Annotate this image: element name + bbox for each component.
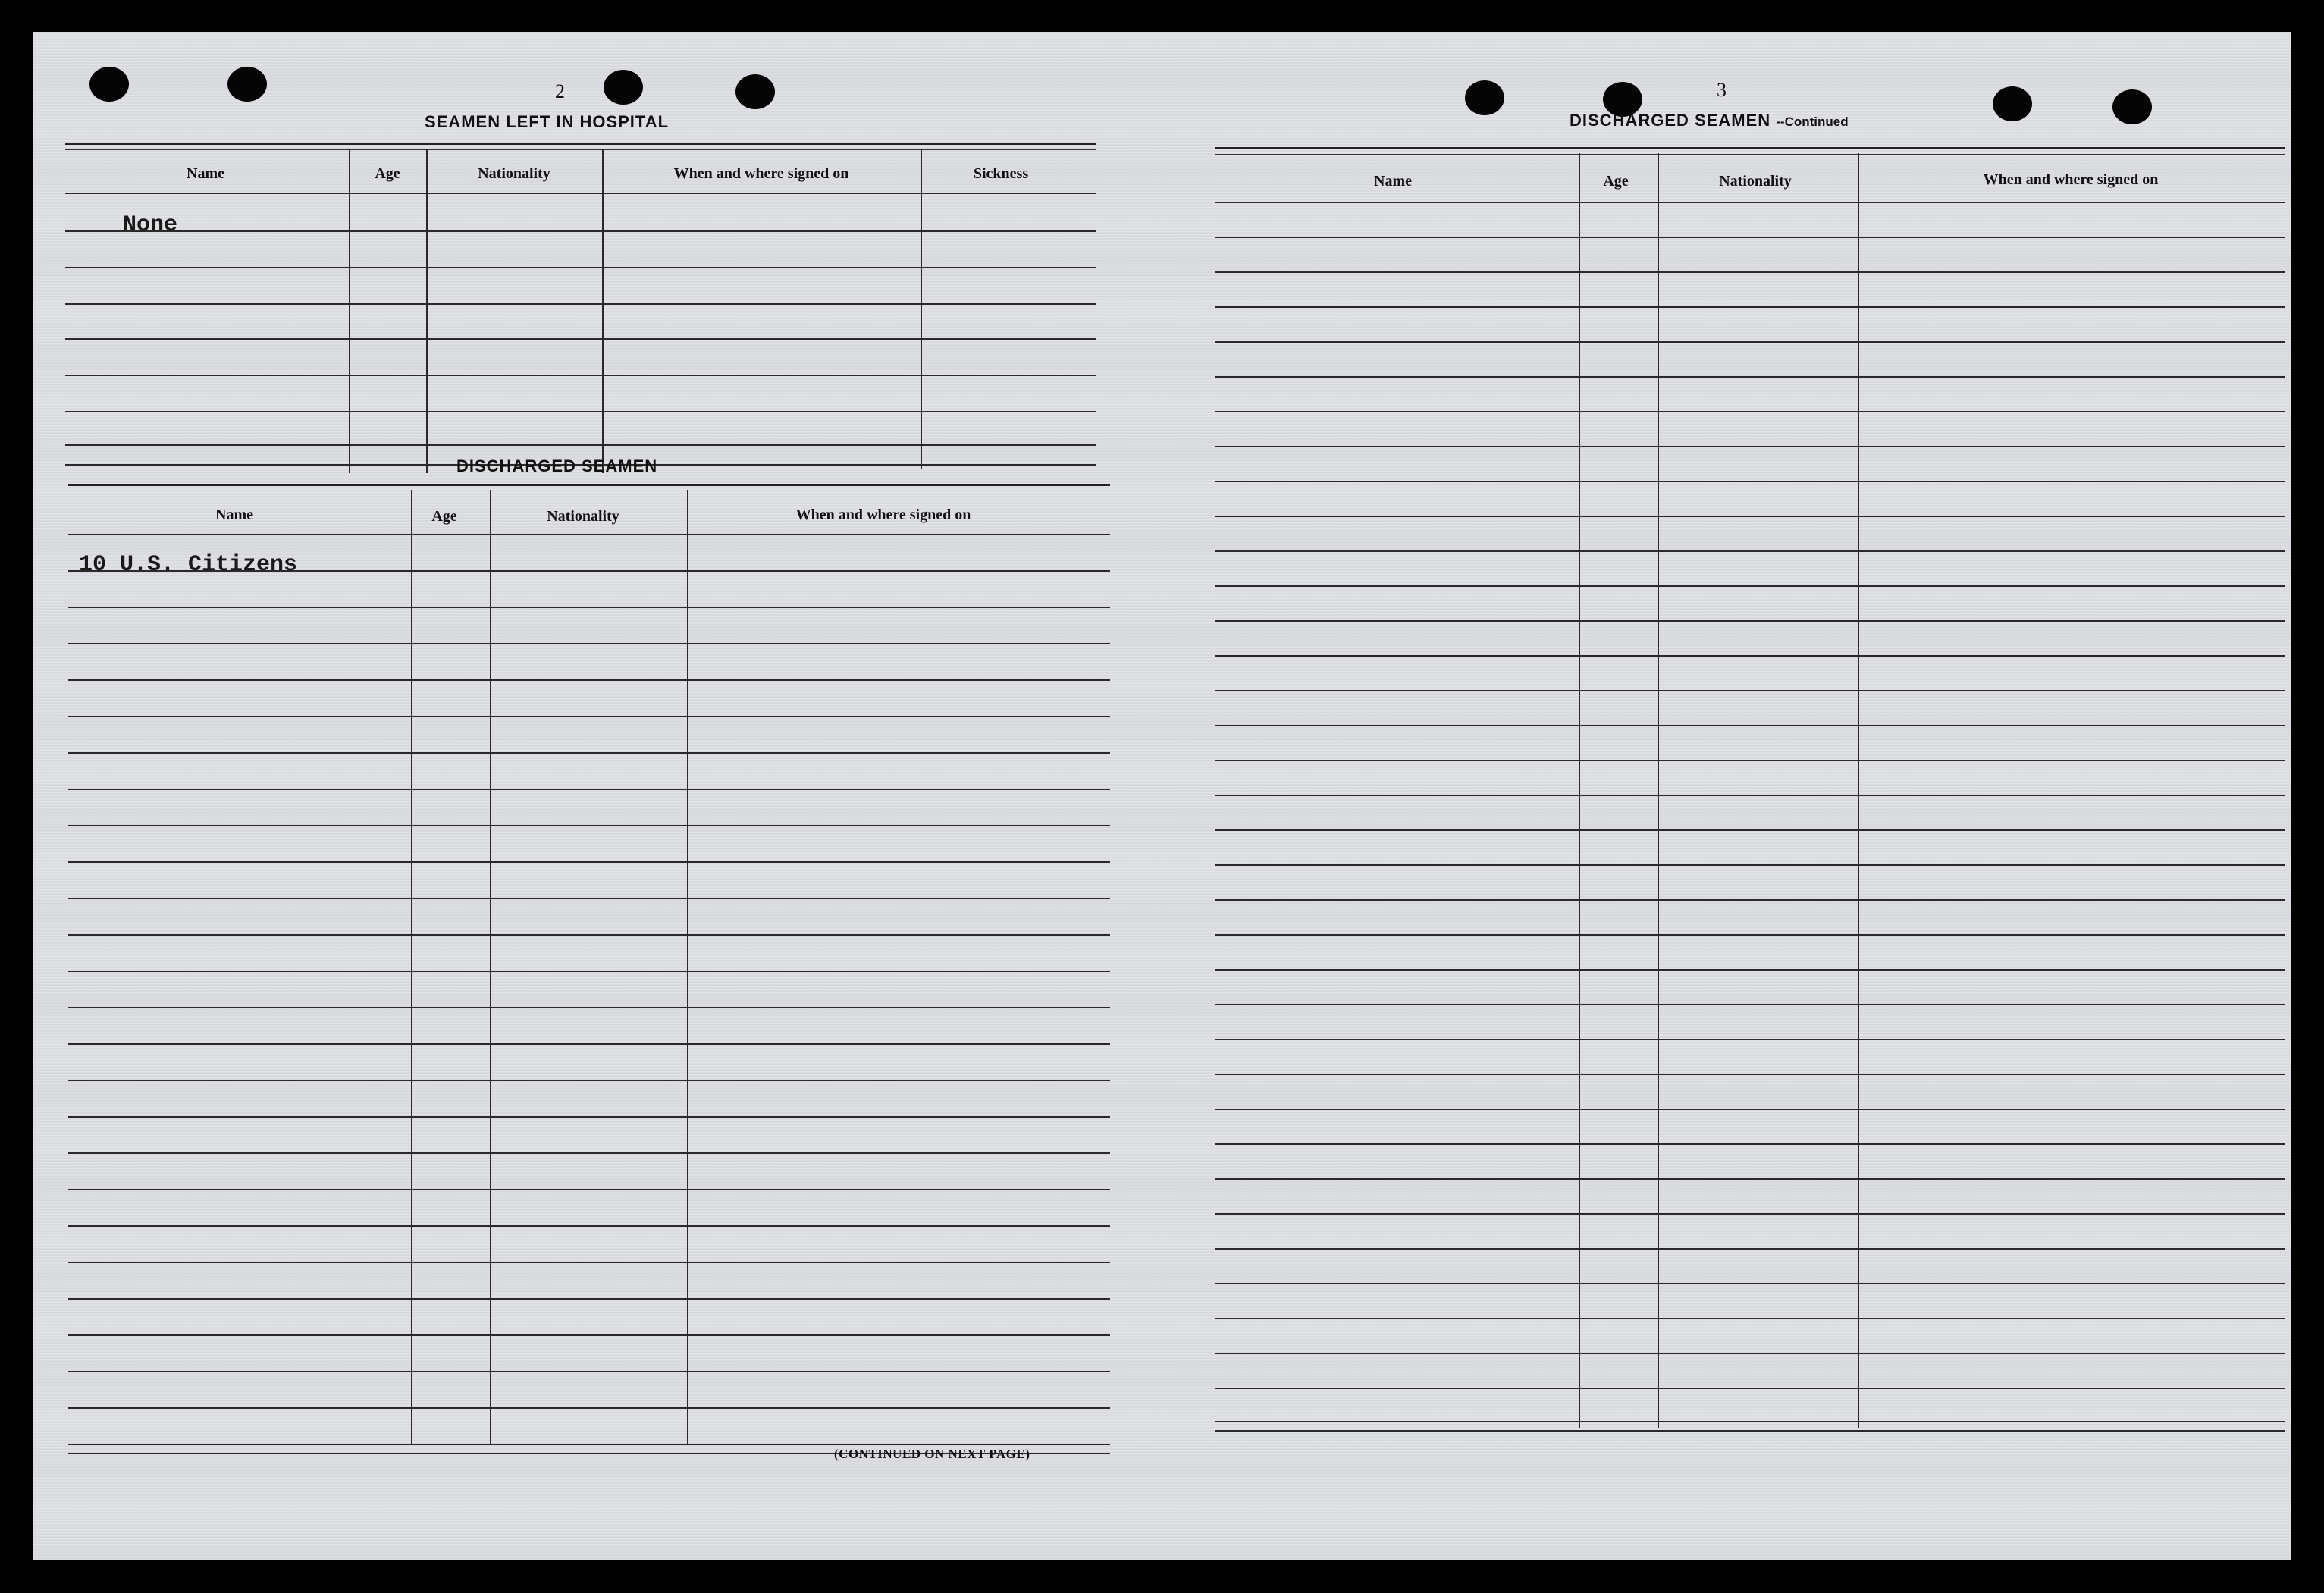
col-header-age: Age xyxy=(431,508,457,525)
col-header-age: Age xyxy=(1603,173,1629,190)
col-header-signed-on: When and where signed on xyxy=(673,165,849,182)
col-header-name: Name xyxy=(215,506,253,523)
discharged-continued-title-main: DISCHARGED SEAMEN xyxy=(1570,111,1771,130)
discharged-continued-table xyxy=(1215,147,2285,1460)
page-number-right: 3 xyxy=(1717,79,1727,101)
col-header-nationality: Nationality xyxy=(547,508,619,525)
discharged-table xyxy=(68,484,1110,1485)
page-number-left: 2 xyxy=(555,80,565,102)
continued-note: (CONTINUED ON NEXT PAGE) xyxy=(834,1447,1030,1461)
col-header-signed-on: When and where signed on xyxy=(1983,171,2159,188)
col-header-signed-on: When and where signed on xyxy=(795,506,971,523)
punch-hole xyxy=(227,67,267,102)
hospital-table xyxy=(65,143,1096,472)
col-header-nationality: Nationality xyxy=(478,165,550,182)
continued-suffix: --Continued xyxy=(1776,114,1849,129)
col-header-name: Name xyxy=(187,165,224,182)
punch-hole xyxy=(604,70,643,105)
punch-hole xyxy=(735,74,775,109)
document-sheet xyxy=(33,32,2291,1560)
discharged-continued-title xyxy=(1570,111,1849,130)
col-header-sickness: Sickness xyxy=(973,165,1029,182)
col-header-age: Age xyxy=(375,165,400,182)
punch-hole xyxy=(2112,89,2152,124)
punch-hole xyxy=(1465,80,1504,115)
punch-hole xyxy=(89,67,129,102)
discharged-section-title: DISCHARGED SEAMEN xyxy=(456,456,658,475)
col-header-nationality: Nationality xyxy=(1719,173,1792,190)
hospital-entry-name: None xyxy=(123,212,178,238)
punch-hole xyxy=(1993,86,2032,121)
hospital-section-title: SEAMEN LEFT IN HOSPITAL xyxy=(425,112,670,131)
discharged-entry-name: 10 U.S. Citizens xyxy=(79,552,298,578)
col-header-name: Name xyxy=(1374,173,1412,190)
